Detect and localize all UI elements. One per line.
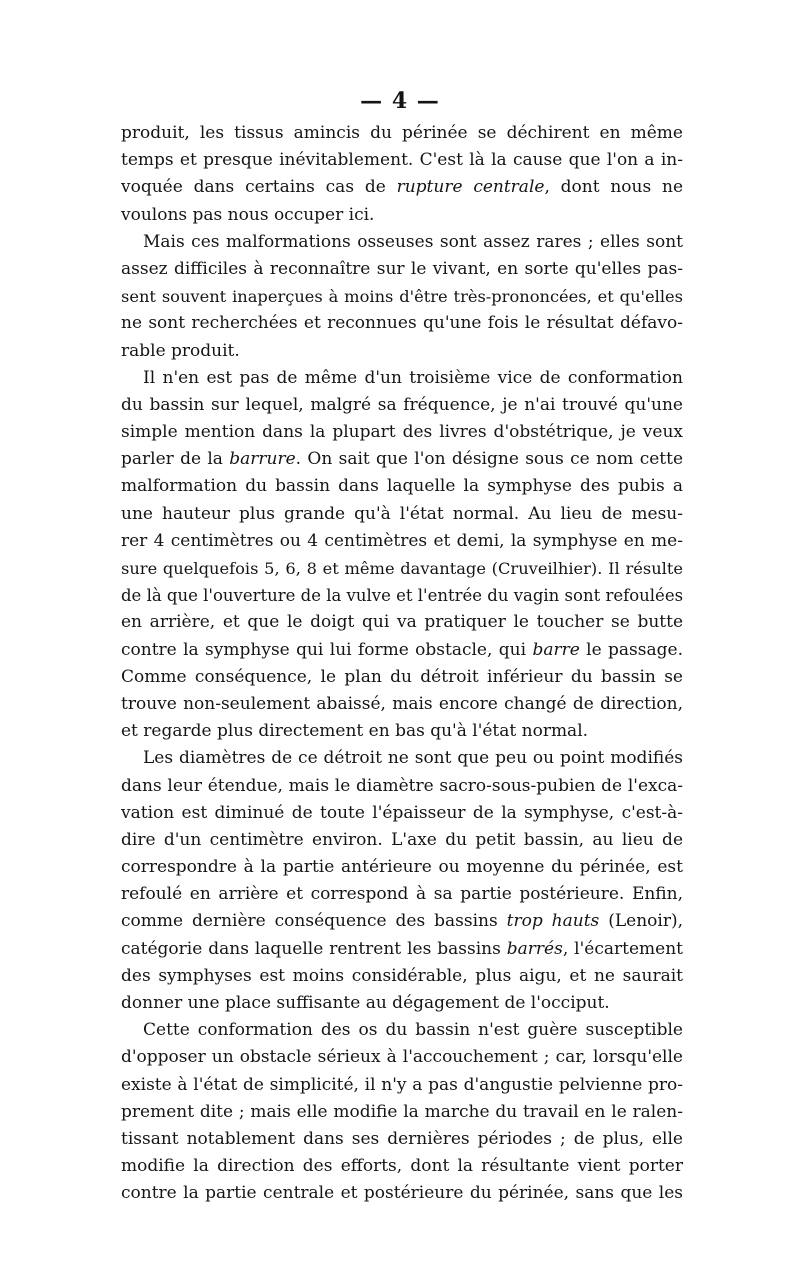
text-segment: des symphyses est moins considérable, plus aigu, et ne saurait xyxy=(121,965,683,986)
italic-term: rupture centrale xyxy=(396,177,545,198)
text-segment: Il n'en est pas de même d'un troisième vice de conformation xyxy=(143,367,683,388)
italic-term: barre xyxy=(532,639,580,660)
text-segment: modifie la direction des efforts, dont la résultante vient porter xyxy=(121,1156,683,1177)
text-line xyxy=(121,582,683,609)
text-line xyxy=(121,854,683,881)
text-line xyxy=(121,881,683,908)
text-segment: de là que l'ouverture de la vulve et l'entrée du vagin sont refoulées xyxy=(121,586,684,606)
text-line xyxy=(121,174,683,201)
text-line xyxy=(121,1044,683,1071)
text-segment: (Lenoir), xyxy=(599,911,683,932)
text-line xyxy=(121,120,683,147)
text-line xyxy=(121,365,683,392)
text-segment: malformation du bassin dans laquelle la symphyse des pubis a xyxy=(121,476,683,497)
text-segment: catégorie dans laquelle rentrent les bassins xyxy=(121,938,507,959)
text-line xyxy=(121,229,683,256)
text-line xyxy=(121,202,683,229)
text-line xyxy=(121,1153,683,1180)
text-segment: comme dernière conséquence des bassins xyxy=(121,911,507,932)
text-segment: , l'écartement xyxy=(562,938,683,959)
text-segment: voquée dans certains cas de xyxy=(121,177,397,198)
text-line xyxy=(121,446,683,473)
text-line xyxy=(121,338,683,365)
text-line xyxy=(121,147,683,174)
text-line xyxy=(121,990,683,1017)
text-line xyxy=(121,419,683,446)
text-segment: donner une place suffisante au dégagement de l'occiput. xyxy=(121,993,610,1013)
italic-term: trop hauts xyxy=(506,911,600,932)
text-line xyxy=(121,283,683,310)
text-segment: dans leur étendue, mais le diamètre sacro-sous-pubien de l'exca- xyxy=(121,775,683,796)
text-segment: Comme conséquence, le plan du détroit inférieur du bassin se xyxy=(121,666,683,687)
text-line xyxy=(121,800,683,827)
body-text xyxy=(121,120,683,1208)
text-line xyxy=(121,718,683,745)
text-segment: ne sont recherchées et reconnues qu'une fois le résultat défavo- xyxy=(121,313,683,334)
text-line xyxy=(121,609,683,636)
text-line xyxy=(121,936,683,963)
italic-term: barrure xyxy=(229,449,296,470)
text-line xyxy=(121,1017,683,1044)
text-segment: parler de la xyxy=(121,449,230,470)
page-number: — 4 — xyxy=(360,88,440,114)
text-line xyxy=(121,1126,683,1153)
text-segment: Les diamètres de ce détroit ne sont que peu ou point modifiés xyxy=(143,748,683,769)
text-segment: et regarde plus directement en bas qu'à l'état normal. xyxy=(121,721,589,742)
text-segment: produit, les tissus amincis du périnée se déchirent en même xyxy=(121,123,683,143)
text-segment: en arrière, et que le doigt qui va pratiquer le toucher se butte xyxy=(121,612,683,633)
text-segment: rer 4 centimètres ou 4 centimètres et demi, la symphyse en me- xyxy=(121,530,683,551)
text-segment: rable produit. xyxy=(121,340,240,361)
text-segment: sent souvent inaperçues à moins d'être très-prononcées, et qu'elles xyxy=(121,287,683,307)
text-line xyxy=(121,501,683,528)
text-segment: trouve non-seulement abaissé, mais encore changé de direction, xyxy=(121,693,683,714)
text-segment: Mais ces malformations osseuses sont assez rares ; elles sont xyxy=(143,231,683,252)
text-segment: dire d'un centimètre environ. L'axe du petit bassin, au lieu de xyxy=(121,829,683,850)
text-segment: le passage. xyxy=(579,639,683,660)
text-segment: Cette conformation des os du bassin n'est guère susceptible xyxy=(143,1020,683,1041)
text-segment: d'opposer un obstacle sérieux à l'accouchement ; car, lorsqu'elle xyxy=(121,1047,683,1068)
text-segment: contre la symphyse qui lui forme obstacle, qui xyxy=(121,639,533,660)
text-segment: contre la partie centrale et postérieure du périnée, sans que les xyxy=(121,1183,683,1204)
text-line xyxy=(121,473,683,500)
text-line xyxy=(121,528,683,555)
text-segment: simple mention dans la plupart des livres d'obstétrique, je veux xyxy=(121,422,683,443)
text-line xyxy=(121,745,683,772)
text-line xyxy=(121,1099,683,1126)
text-segment: correspondre à la partie antérieure ou moyenne du périnée, est xyxy=(121,857,683,878)
text-line xyxy=(121,827,683,854)
text-segment: existe à l'état de simplicité, il n'y a pas d'angustie pelvienne pro- xyxy=(121,1074,683,1095)
italic-term: barrés xyxy=(506,938,563,959)
text-line xyxy=(121,908,683,935)
text-segment: tissant notablement dans ses dernières périodes ; de plus, elle xyxy=(121,1128,683,1149)
text-segment: refoulé en arrière et correspond à sa partie postérieure. Enfin, xyxy=(121,884,683,905)
text-segment: une hauteur plus grande qu'à l'état normal. Au lieu de mesu- xyxy=(121,503,683,524)
text-segment: du bassin sur lequel, malgré sa fréquence, je n'ai trouvé qu'une xyxy=(121,394,683,415)
text-line xyxy=(121,392,683,419)
text-line xyxy=(121,691,683,718)
text-line xyxy=(121,664,683,691)
text-segment: prement dite ; mais elle modifie la marche du travail en le ralen- xyxy=(121,1101,683,1122)
text-line xyxy=(121,637,683,664)
text-segment: temps et presque inévitablement. C'est là la cause que l'on a in- xyxy=(121,150,683,171)
text-segment: , dont nous ne xyxy=(544,177,684,198)
text-segment: vation est diminué de toute l'épaisseur de la symphyse, c'est-à- xyxy=(121,802,683,823)
text-line xyxy=(121,963,683,990)
text-line xyxy=(121,1180,683,1207)
text-segment: sure quelquefois 5, 6, 8 et même davantage (Cruveilhier). Il résulte xyxy=(121,559,683,578)
text-line xyxy=(121,1072,683,1099)
text-line xyxy=(121,256,683,283)
text-segment: . On sait que l'on désigne sous ce nom cette xyxy=(295,449,684,470)
text-line xyxy=(121,555,683,582)
text-line xyxy=(121,310,683,337)
text-line xyxy=(121,773,683,800)
text-segment: assez difficiles à reconnaître sur le vivant, en sorte qu'elles pas- xyxy=(121,258,683,279)
text-segment: voulons pas nous occuper ici. xyxy=(121,204,375,225)
